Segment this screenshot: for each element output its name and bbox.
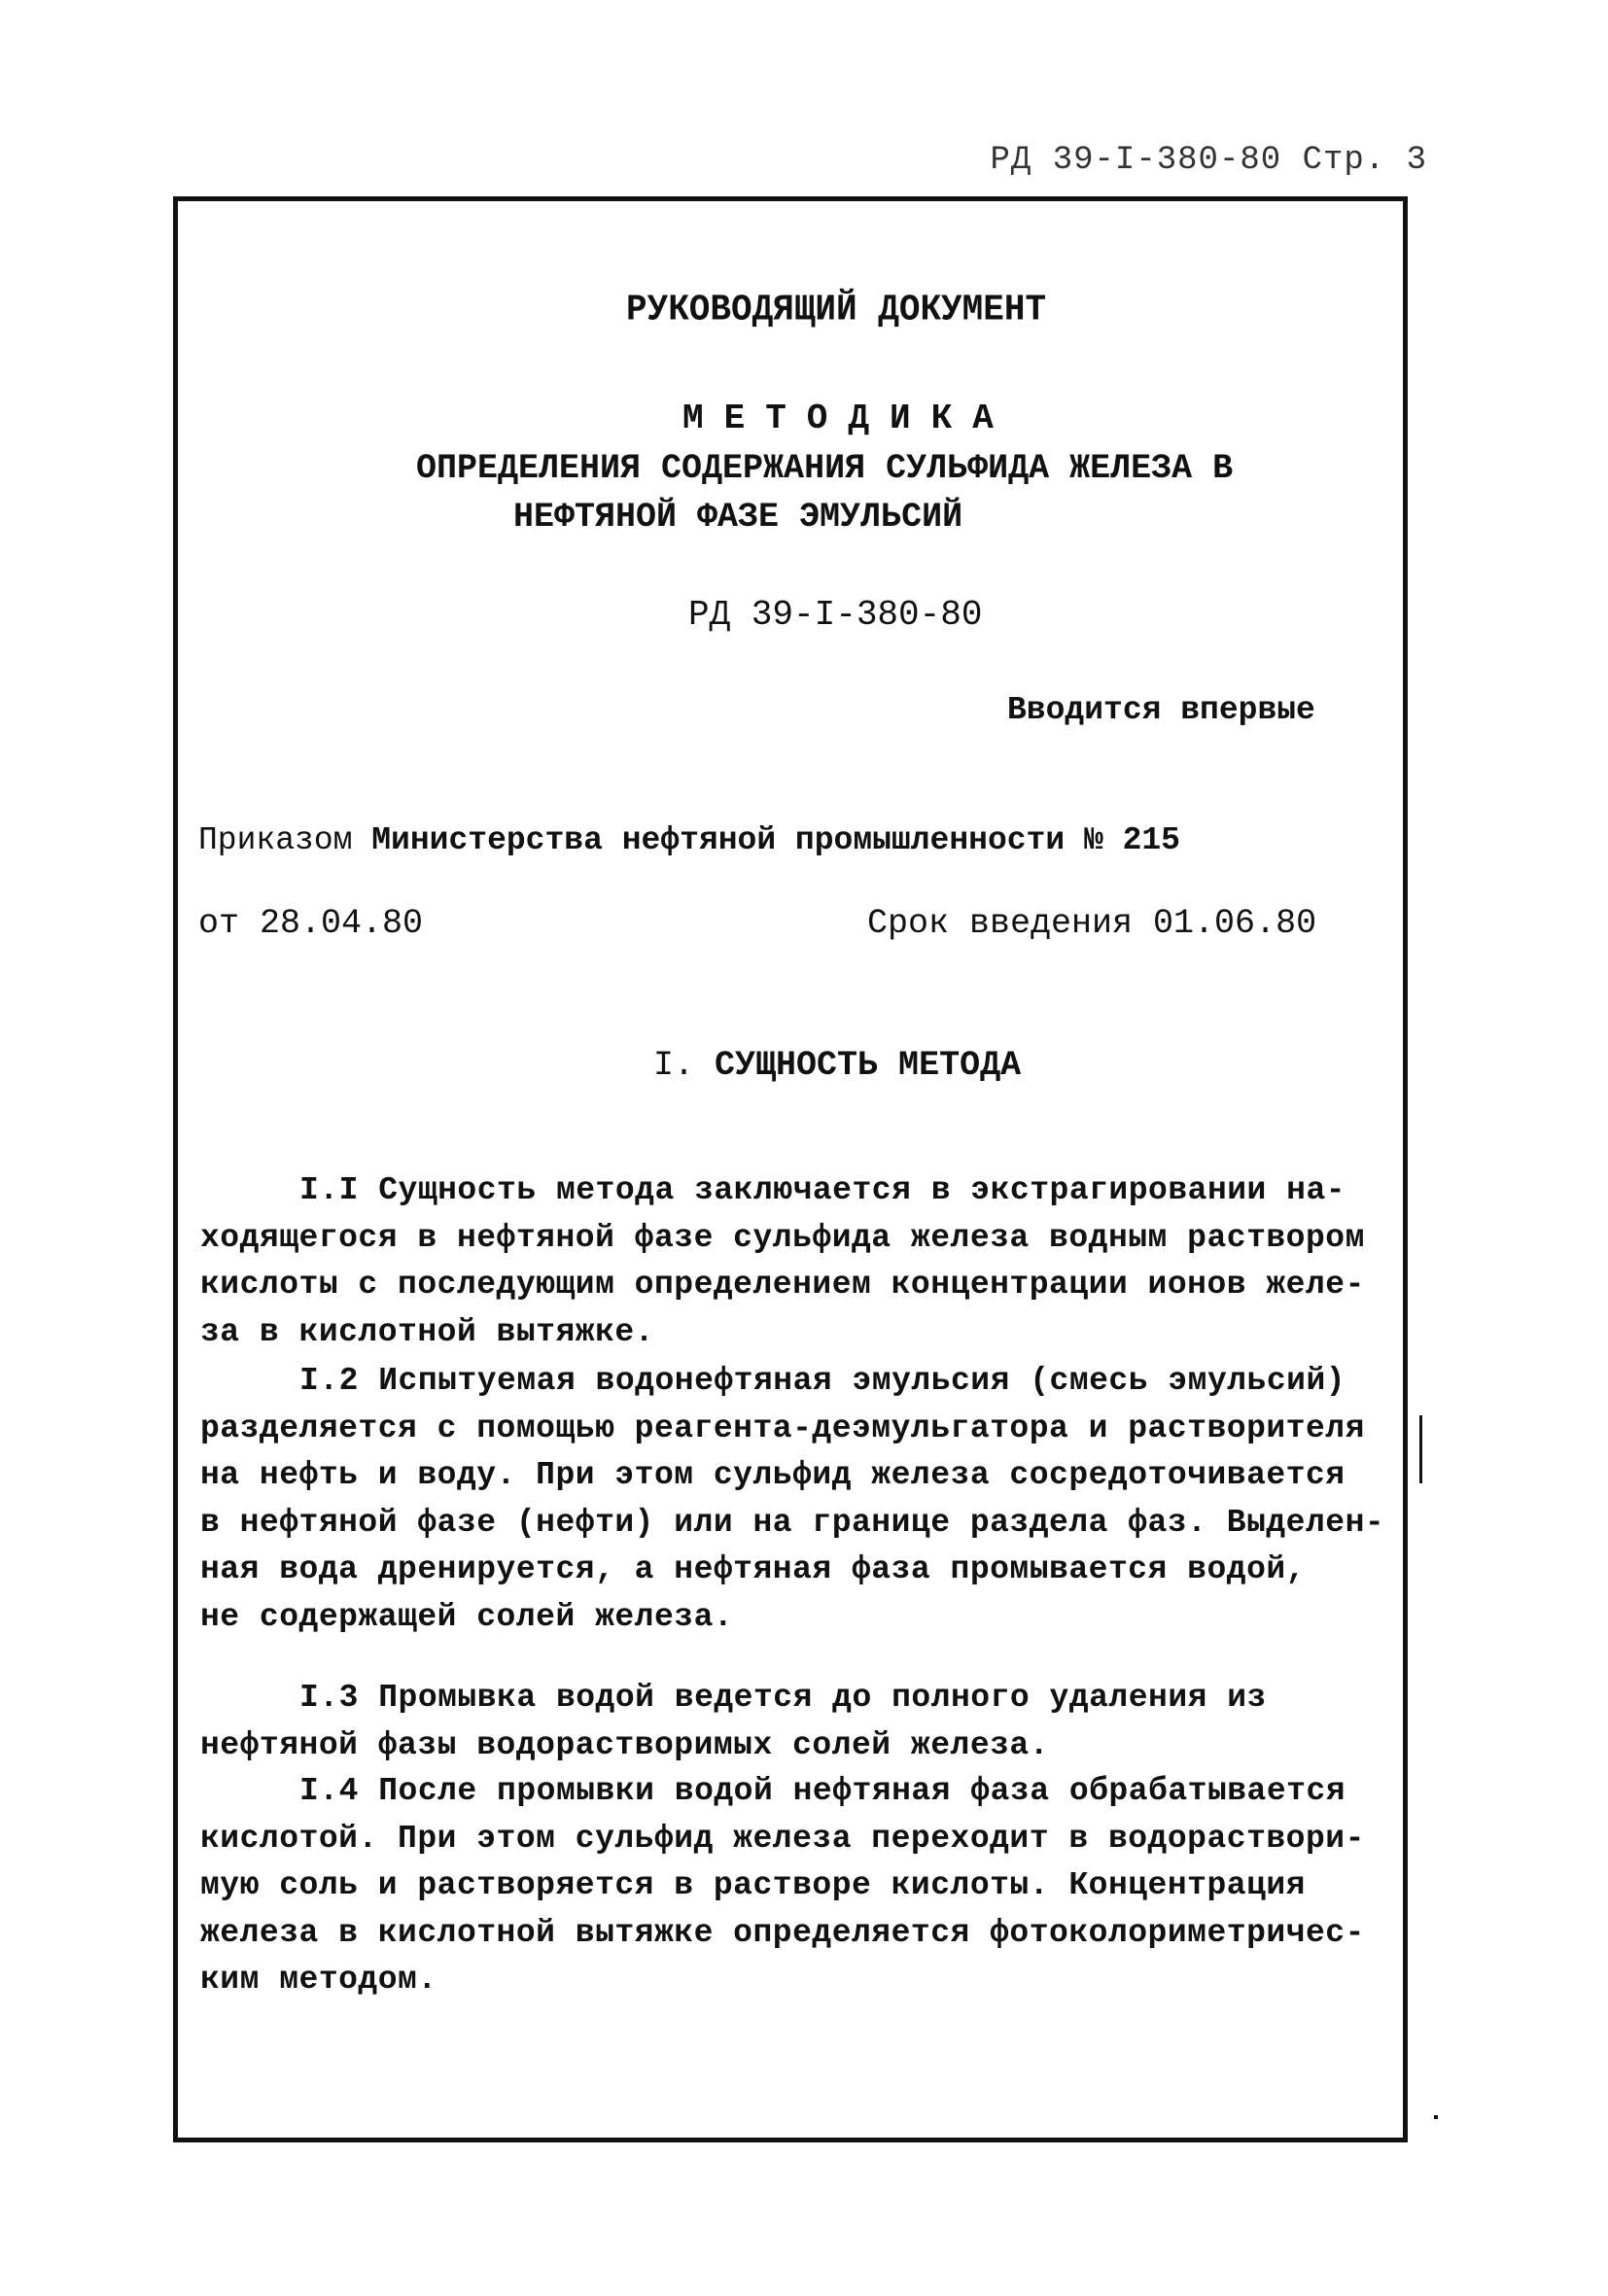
section-heading [653,1046,1021,1085]
paragraph-line: кислотой. При этом сульфид железа переходит в водораствори- [200,1820,1365,1857]
paragraph-line: ная вода дренируется, а нефтяная фаза промывается водой, [200,1551,1306,1587]
paragraph-line: на нефть и воду. При этом сульфид железа сосредоточивается [200,1457,1346,1493]
method-subtitle-line-1: ОПРЕДЕЛЕНИЯ СОДЕРЖАНИЯ СУЛЬФИДА ЖЕЛЕЗА В [416,449,1234,488]
effective-date: Срок введения 01.06.80 [867,904,1317,943]
paragraph-line: I.4 После промывки водой нефтяная фаза обрабатывается [299,1773,1346,1809]
document-code: РД 39-I-380-80 [688,595,983,635]
paragraph-1-4 [200,1773,1394,2009]
document-type: РУКОВОДЯЩИЙ ДОКУМЕНТ [626,288,1047,331]
page-reference: РД 39-I-380-80 Стр. 3 [990,142,1427,179]
approval-date: от 28.04.80 [198,904,424,943]
section-title: СУЩНОСТЬ МЕТОДА [715,1046,1022,1085]
paragraph-line: нефтяной фазы водорастворимых солей железа. [200,1726,1050,1763]
paragraph-line: в нефтяной фазе (нефти) или на границе раздела фаз. Выделен- [200,1504,1385,1541]
introduction-note: Вводится впервые [1007,692,1315,728]
paragraph-1-1 [200,1172,1394,1361]
scan-mark [1434,2115,1438,2119]
paragraph-line: I.2 Испытуемая водонефтяная эмульсия (смесь эмульсий) [299,1363,1346,1399]
paragraph-line: железа в кислотной вытяжке определяется фотоколориметричес- [200,1914,1365,1951]
approval-order-prefix: Приказом [198,822,353,858]
paragraph-line: за в кислотной вытяжке. [200,1313,654,1350]
paragraph-line: ким методом. [200,1962,437,1998]
approval-order-body: Министерства нефтяной промышленности № 215 [371,822,1180,858]
method-title: МЕТОДИКА [682,399,1014,438]
paragraph-1-3 [200,1680,1394,1774]
paragraph-line: мую соль и растворяется в растворе кислоты. Концентрация [200,1867,1306,1903]
paragraph-line: ходящегося в нефтяной фазе сульфида железа водным раствором [200,1219,1365,1256]
method-subtitle-line-2: НЕФТЯНОЙ ФАЗЕ ЭМУЛЬСИЙ [513,498,963,537]
paragraph-1-2 [200,1363,1394,1646]
scan-mark [1419,1415,1422,1483]
section-number: I. [653,1046,695,1085]
paragraph-line: не содержащей солей железа. [200,1598,734,1635]
paragraph-line: I.3 Промывка водой ведется до полного удаления из [299,1680,1267,1716]
scan-mark [173,1584,176,1641]
paragraph-line: I.I Сущность метода заключается в экстрагировании на- [299,1172,1346,1208]
approval-order [198,822,1180,858]
paragraph-line: кислоты с последующим определением концентрации ионов желе- [200,1267,1365,1303]
paragraph-line: разделяется с помощью реагента-деэмульгатора и растворителя [200,1409,1365,1446]
